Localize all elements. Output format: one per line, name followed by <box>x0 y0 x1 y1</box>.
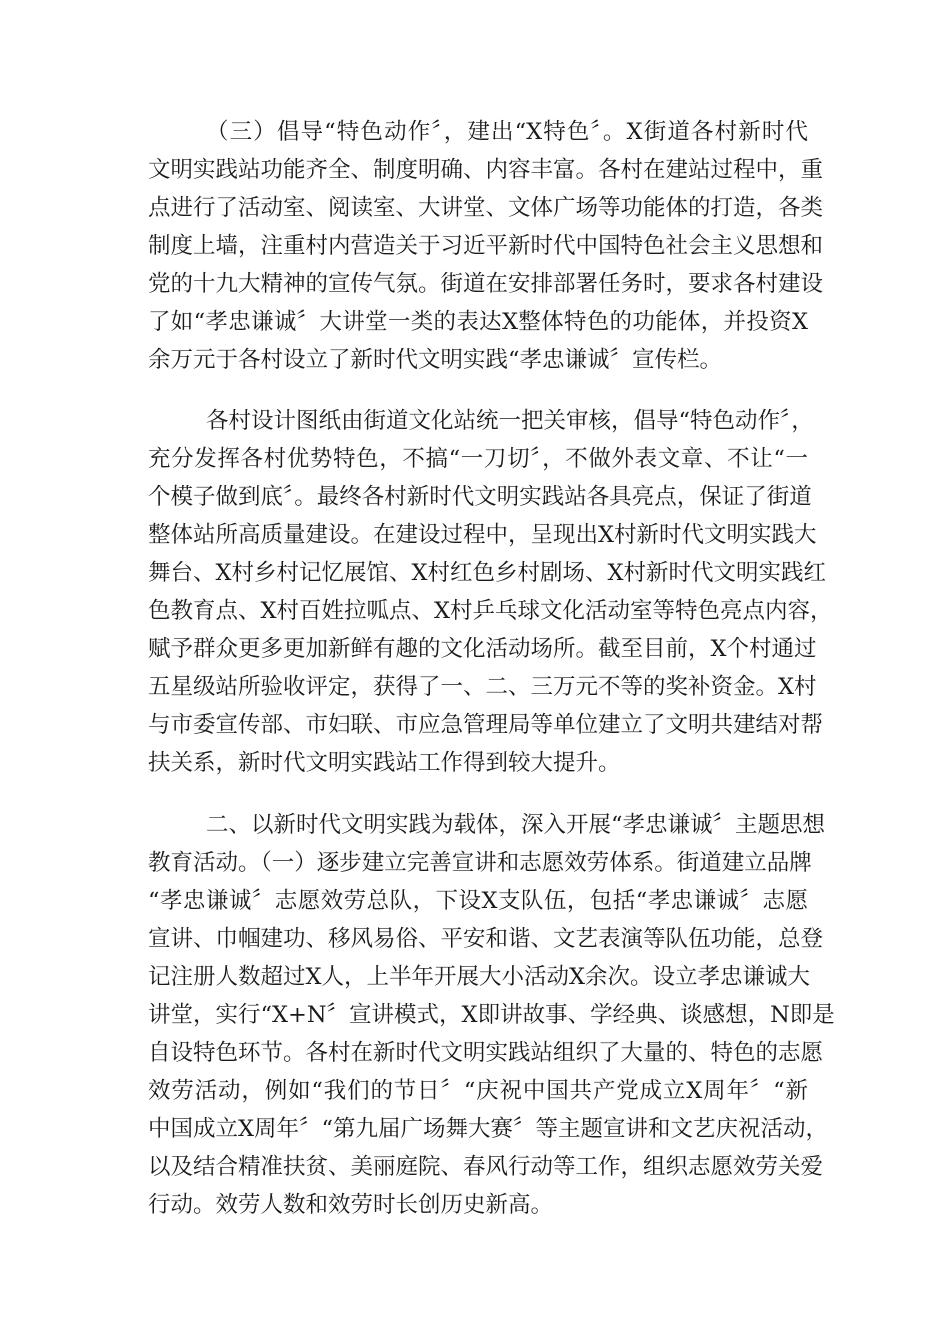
text-line: 教育活动。（一）逐步建立完善宣讲和志愿效劳体系。街道建立品牌 <box>148 850 812 876</box>
text-line: （三）倡导“特色动作〞，建出“X特色〞。X街道各村新时代 <box>206 119 808 145</box>
paragraph-section-two <box>148 806 835 1224</box>
paragraph-village-design-review <box>148 402 833 782</box>
text-line: 各村设计图纸由街道文化站统一把关审核，倡导“特色动作〞， <box>206 408 814 434</box>
text-line: 讲堂，实行“X+N〞宣讲模式，X即讲故事、学经典、谈感想，N即是 <box>148 1002 835 1028</box>
text-line: 余万元于各村设立了新时代文明实践“孝忠谦诚〞宣传栏。 <box>148 347 723 373</box>
text-line: 舞台、X村乡村记忆展馆、X村红色乡村剧场、X村新时代文明实践红 <box>148 560 827 586</box>
text-line: 党的十九大精神的宣传气氛。街道在安排部署任务时，要求各村建设 <box>148 271 824 297</box>
text-line: 文明实践站功能齐全、制度明确、内容丰富。各村在建站过程中，重 <box>148 157 824 183</box>
text-line: 点进行了活动室、阅读室、大讲堂、文体广场等功能体的打造，各类 <box>148 195 824 221</box>
text-line: 了如“孝忠谦诚〞大讲堂一类的表达X整体特色的功能体，并投资X <box>148 309 808 335</box>
text-line: 充分发挥各村优势特色，不搞“一刀切〞，不做外表文章、不让“一 <box>148 446 808 472</box>
text-line: 效劳活动，例如“我们的节日〞“庆祝中国共产党成立X周年〞“新 <box>148 1078 808 1104</box>
text-line: 宣讲、巾帼建功、移风易俗、平安和谐、文艺表演等队伍功能，总登 <box>148 926 824 952</box>
text-line: 行动。效劳人数和效劳时长创历史新高。 <box>148 1192 554 1218</box>
text-line: 色教育点、X村百姓拉呱点、X村乒乓球文化活动室等特色亮点内容， <box>148 598 833 624</box>
text-line: 记注册人数超过X人，上半年开展大小活动X余次。设立孝忠谦诚大 <box>148 964 811 990</box>
text-line: 赋予群众更多更加新鲜有趣的文化活动场所。截至目前，X个村通过 <box>148 636 817 662</box>
section-heading-line: 二、以新时代文明实践为载体，深入开展“孝忠谦诚〞主题思想 <box>206 812 826 838</box>
text-line: 五星级站所验收评定，获得了一、二、三万元不等的奖补资金。X村 <box>148 674 817 700</box>
text-line: 以及结合精准扶贫、美丽庭院、春风行动等工作，组织志愿效劳关爱 <box>148 1154 824 1180</box>
text-line: 自设特色环节。各村在新时代文明实践站组织了大量的、特色的志愿 <box>148 1040 824 1066</box>
text-line: 整体站所高质量建设。在建设过程中，呈现出X村新时代文明实践大 <box>148 522 817 548</box>
text-line: “孝忠谦诚〞志愿效劳总队，下设X支队伍，包括“孝忠谦诚〞志愿 <box>148 888 808 914</box>
text-line: 个模子做到底〞。最终各村新时代文明实践站各具亮点，保证了街道 <box>148 484 812 510</box>
text-line: 中国成立X周年〞“第九届广场舞大赛〞等主题宣讲和文艺庆祝活动， <box>148 1116 829 1142</box>
text-line: 扶关系，新时代文明实践站工作得到较大提升。 <box>148 750 621 776</box>
paragraph-featured-actions <box>148 113 824 379</box>
text-line: 制度上墙，注重村内营造关于习近平新时代中国特色社会主义思想和 <box>148 233 824 259</box>
text-line: 与市委宣传部、市妇联、市应急管理局等单位建立了文明共建结对帮 <box>148 712 824 738</box>
